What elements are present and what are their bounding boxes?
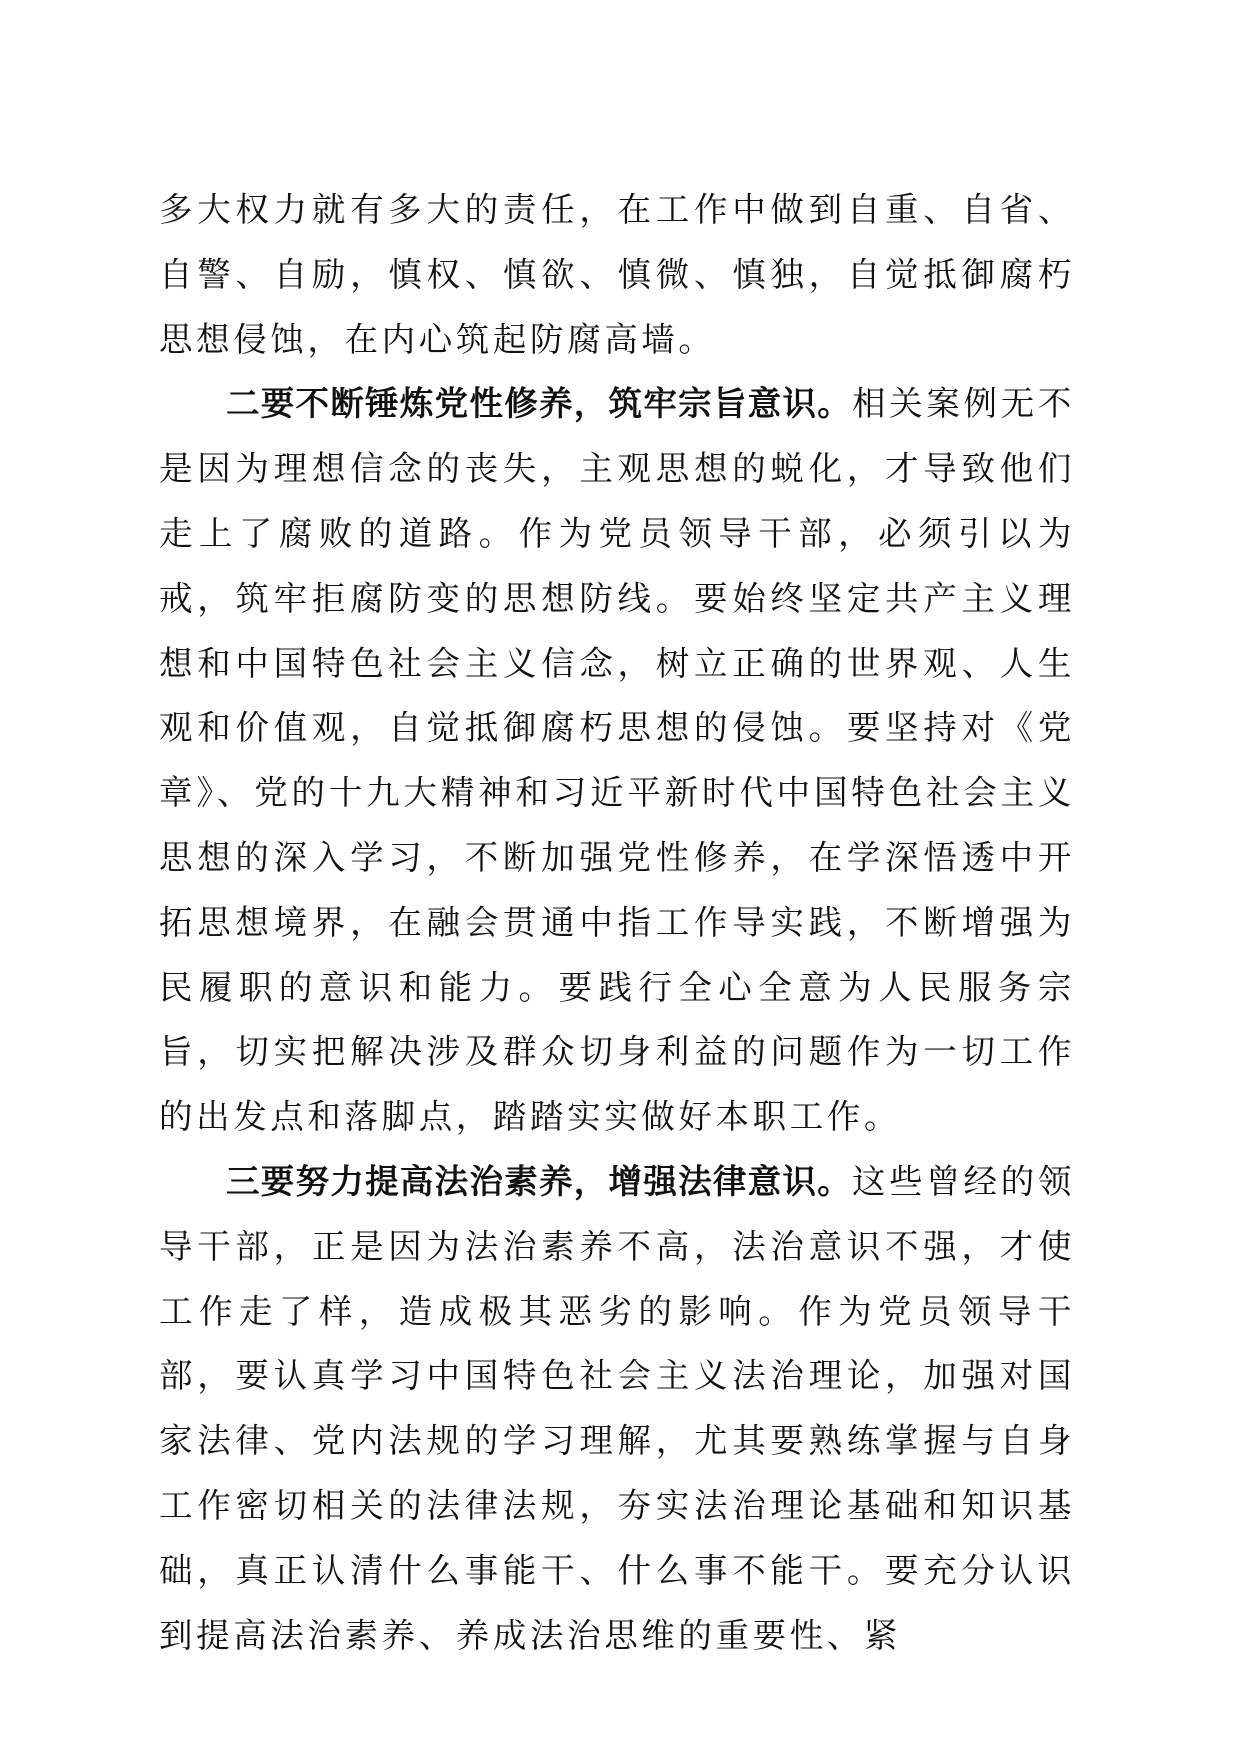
document-body	[159, 178, 1075, 1668]
paragraph-body: 这些曾经的领导干部，正是因为法治素养不高，法治意识不强，才使工作走了样，造成极其恶劣的影响。作为党员领导干部，要认真学习中国特色社会主义法治理论，加强对国家法律、党内法规的学习理解，尤其要熟练掌握与自身工作密切相关的法律法规，夯实法治理论基础和知识基础，真正认清什么事能干、什么事不能干。要充分认识到提高法治素养、养成法治思维的重要性、紧	[159, 1161, 1075, 1655]
paragraph-body: 相关案例无不是因为理想信念的丧失，主观思想的蜕化，才导致他们走上了腐败的道路。作为党员领导干部，必须引以为戒，筑牢拒腐防变的思想防线。要始终坚定共产主义理想和中国特色社会主义信念，树立正确的世界观、人生观和价值观，自觉抵御腐朽思想的侵蚀。要坚持对《党章》、党的十九大精神和习近平新时代中国特色社会主义思想的深入学习，不断加强党性修养，在学深悟透中开拓思想境界，在融会贯通中指工作导实践，不断增强为民履职的意识和能力。要践行全心全意为人民服务宗旨，切实把解决涉及群众切身利益的问题作为一切工作的出发点和落脚点，踏踏实实做好本职工作。	[159, 384, 1075, 1137]
paragraph-body: 多大权力就有多大的责任，在工作中做到自重、自省、自警、自励，慎权、慎欲、慎微、慎独，自觉抵御腐朽思想侵蚀，在内心筑起防腐高墙。	[159, 190, 1075, 359]
paragraph-heading: 二要不断锤炼党性修养，筑牢宗旨意识。	[226, 384, 852, 424]
paragraph-point-three	[159, 1150, 1075, 1668]
paragraph-continuation	[159, 178, 1075, 372]
paragraph-heading: 三要努力提高法治素养，增强法律意识。	[226, 1161, 852, 1201]
paragraph-point-two	[159, 372, 1075, 1150]
